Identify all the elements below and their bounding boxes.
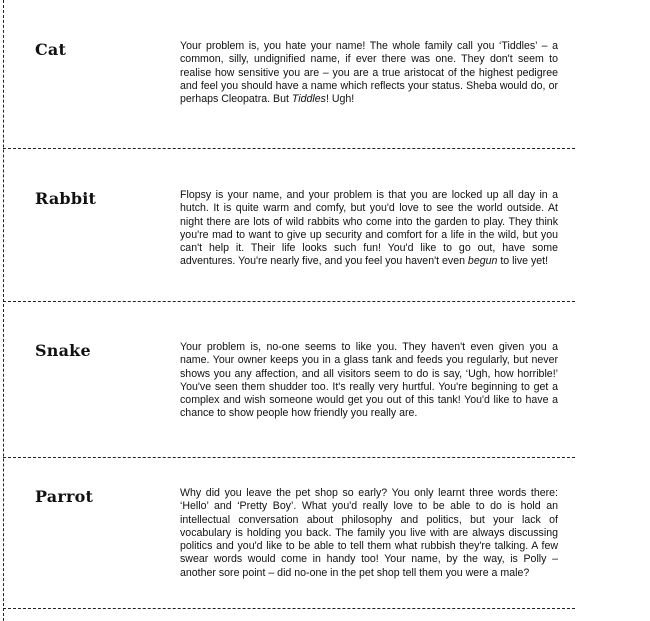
animal-name: Parrot xyxy=(35,487,94,506)
cut-line xyxy=(3,457,575,458)
animal-name: Snake xyxy=(35,341,91,360)
left-cut-line xyxy=(3,0,4,621)
cut-line xyxy=(3,608,575,609)
cut-line xyxy=(3,301,575,302)
animal-name: Rabbit xyxy=(35,189,97,208)
role-description: Your problem is, no-one seems to like you. They haven't even given you a name. Your owner keeps you in a glass tank and feeds you regularly, but never shows you any affection, and all visitors seem to do is say, ‘Ugh, how horrible!’ You've seen them shudder too. It's really very hurtful. You're beginning to get a complex and wish someone would get you out of this tank! You'd like to have a chance to show people how friendly you really are. xyxy=(180,341,558,420)
role-description: Flopsy is your name, and your problem is that you are locked up all day in a hutch. It is quite warm and comfy, but you'd love to see the world outside. At night there are lots of wild rabbits who come into the garden to play. They think you're mad to want to give up security and comfort for a life in the wild, but you can't help it. Their life looks such fun! You'd like to go out, have some adventures. You're nearly five, and you feel you haven't even begun to live yet! xyxy=(180,189,558,268)
cut-line xyxy=(3,148,575,149)
role-description: Your problem is, you hate your name! The whole family call you ‘Tiddles’ – a common, silly, undignified name, if ever there was one. They don't seem to realise how sensitive you are – you are a true aristocat of the highest pedigree and feel you should have a name which reflects your status. Sheba would do, or perhaps Cleopatra. But Tiddles! Ugh! xyxy=(180,40,558,106)
role-description: Why did you leave the pet shop so early? You only learnt three words there: ‘Hello’ and ‘Pretty Boy’. What you'd really love to be able to do is hold an intellectual conversation about philosophy and politics, but your lack of vocabulary is holding you back. The family you live with are always discussing politics and you'd like to be able to tell them what rubbish they're talking. A few swear words would come in handy too! Your name, by the way, is Polly – another sore point – did no-one in the pet shop tell them you were a male? xyxy=(180,487,558,579)
animal-name: Cat xyxy=(35,40,67,59)
